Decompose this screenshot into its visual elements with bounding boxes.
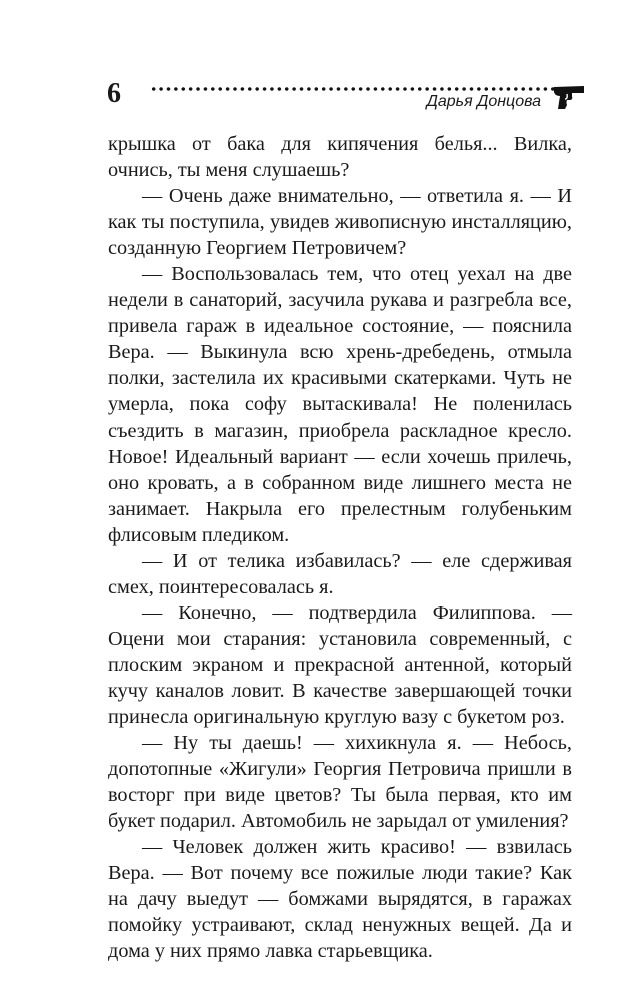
paragraph: крышка от бака для кипячения белья... Вилка, очнись, ты меня слушаешь?	[108, 133, 572, 182]
paragraph: — Воспользовалась тем, что отец уехал на две недели в санаторий, засучила рукава и разгребла все, привела гараж в идеальное состояние, — пояснила Вера. — Выкинула всю хрень-дребедень, отмыла полки, застелила их красивыми скатерками. Чуть не умерла, пока софу вытаскивала! Не поленилась съездить в магазин, приобрела раскладное кресло. Новое! Идеальный вариант — если хочешь прилечь, оно кровать, а в собранном виде лишнего места не занимает. Накрыла его прелестным голубеньким флисовым пледиком.	[108, 263, 572, 546]
paragraph: — Ну ты даешь! — хихикнула я. — Небось, допотопные «Жигули» Георгия Петровича пришли в восторг при виде цветов? Ты была первая, кто им букет подарил. Автомобиль не зарыдал от умиления?	[108, 732, 572, 833]
pistol-icon	[553, 82, 585, 110]
paragraph: — Конечно, — подтвердила Филиппова. — Оцени мои старания: установила современный, с плоским экраном и прекрасной антенной, который кучу каналов ловит. В качестве завершающей точки принесла оригинальную круглую вазу с букетом роз.	[108, 601, 572, 729]
paragraph: — Человек должен жить красиво! — взвилась Вера. — Вот почему все пожилые люди такие? Как на дачу выедут — бомжами вырядятся, в гаражах помойку устраивают, склад ненужных вещей. Да и дома у них прямо лавка старьевщика.	[108, 836, 572, 963]
header-dotted-rule	[150, 86, 562, 92]
page-number: 6	[107, 78, 121, 109]
paragraph: — И от телика избавилась? — еле сдерживая смех, поинтересовалась я.	[108, 549, 572, 598]
text-body	[108, 131, 572, 965]
author-name: Дарья Донцова	[426, 93, 541, 110]
paragraph: — Очень даже внимательно, — ответила я. — И как ты поступила, увидев живописную инсталляцию, созданную Георгием Петровичем?	[108, 185, 572, 260]
